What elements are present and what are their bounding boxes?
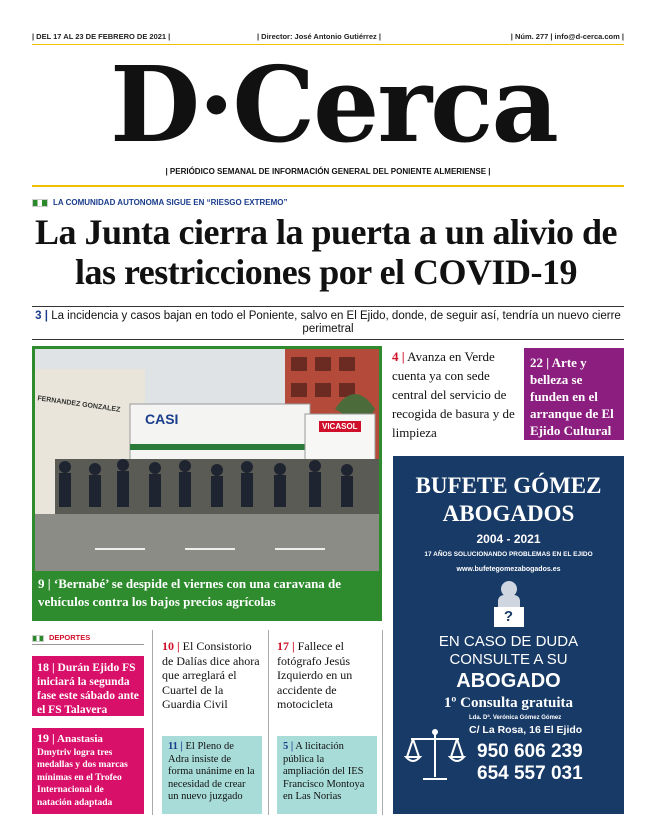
sports-item-anastasia[interactable]: [32, 728, 144, 814]
ad-lawyer-name: Lda. Dª. Verónica Gómez Gómez: [469, 715, 562, 721]
brief-17-text: Fallece el fotógrafo Jesús Izquierdo en un accidente de motocicleta: [277, 639, 353, 711]
column-rule: [268, 630, 269, 815]
ad-slogan: 17 AÑOS SOLUCIONANDO PROBLEMAS EN EL EJIDO: [424, 551, 593, 558]
brief-10-text: El Consistorio de Dalías dice ahora que arreglará el Cuartel de la Guardia Civil: [162, 639, 260, 711]
photo-illustration: [35, 349, 379, 571]
lead-headline[interactable]: La Junta cierra la puerta a un alivio de las restricciones por el COVID-19: [35, 212, 617, 292]
ad-contact-block: [393, 713, 624, 795]
ad-phone-1[interactable]: 950 606 239: [477, 741, 583, 762]
photo-caption-text: ‘Bernabé’ se despide el viernes con una caravana de vehículos contra los bajos precios agrícolas: [38, 576, 342, 609]
lead-kicker-text: LA COMUNIDAD AUTONOMA SIGUE EN “RIESGO EXTREMO”: [53, 198, 288, 207]
section-flag-icon: [32, 635, 44, 642]
issue-number-email: | Núm. 277 | info@d-cerca.com |: [510, 32, 624, 41]
ad-cta-2: CONSULTE A SU: [449, 651, 568, 668]
sports-item-2-text: Dmytriv logra tres medallas y dos marcas mínimas en el Trofeo Internacional de natación adaptada: [37, 747, 128, 808]
brief-10-page-ref: 10 |: [162, 639, 180, 653]
brief-11-page-ref: 11 |: [168, 741, 183, 752]
newspaper-logo: D·Cerca: [110, 43, 557, 166]
brief-dalias-cuartel[interactable]: [162, 639, 262, 712]
sports-item-1-page-ref: 18 |: [37, 660, 55, 674]
photo-caption: [38, 575, 378, 611]
andalusia-flag-icon: [32, 199, 48, 207]
brief-4-text: Avanza en Verde cuenta ya con sede central del servicio de recogida de basura y de limpieza: [392, 349, 515, 440]
brief-ies-licitacion[interactable]: [277, 736, 377, 814]
sports-item-2-lead: Anastasia: [57, 733, 103, 745]
wall-sign: FERNANDEZ GONZALEZ: [36, 395, 121, 414]
brief-4-page-ref: 4 |: [392, 349, 405, 364]
lead-page-ref: 3 |: [35, 310, 48, 322]
lead-kicker: [32, 198, 288, 207]
newspaper-tagline: | PERIÓDICO SEMANAL DE INFORMACIÓN GENERAL DEL PONIENTE ALMERIENSE |: [32, 167, 624, 187]
ad-website[interactable]: www.bufetegomezabogados.es: [456, 566, 561, 573]
ad-cta-3: ABOGADO: [456, 670, 561, 692]
question-sign: ?: [494, 607, 524, 627]
brief-22-page-ref: 22 |: [530, 355, 550, 370]
column-rule: [382, 630, 383, 815]
brief-ejido-cultural[interactable]: [524, 348, 624, 440]
ad-address: C/ La Rosa, 16 El Ejido: [469, 724, 583, 736]
truck-sign-vicasol: VICASOL: [319, 421, 361, 432]
ad-cta-1: EN CASO DE DUDA: [438, 633, 579, 650]
brief-adra-juzgado[interactable]: [162, 736, 262, 814]
protest-trucks-photo: [35, 349, 379, 571]
brief-fallece-fotografo[interactable]: [277, 639, 377, 712]
brief-avanza-en-verde[interactable]: [392, 347, 516, 442]
ad-title-1: BUFETE GÓMEZ: [415, 473, 602, 498]
brief-17-page-ref: 17 |: [277, 639, 295, 653]
ad-years: 2004 - 2021: [476, 532, 541, 546]
sports-section-header: [32, 633, 144, 645]
lead-subheadline: [32, 306, 624, 340]
sports-header-text: DEPORTES: [49, 633, 91, 642]
truck-sign-casi: CASI: [145, 411, 179, 427]
photo-page-ref: 9 |: [38, 576, 51, 591]
brief-11-text: El Pleno de Adra insiste de forma unánime en la necesidad de crear un nuevo juzgado: [168, 741, 255, 802]
brief-5-text: A licitación pública la ampliación del IES Francisco Montoya en Las Norias: [283, 741, 365, 802]
issue-dates: | DEL 17 AL 23 DE FEBRERO DE 2021 |: [32, 32, 171, 41]
sports-item-duran-ejido[interactable]: [32, 656, 144, 716]
scales-of-justice-icon: [403, 727, 467, 785]
ad-title-2: ABOGADOS: [442, 501, 575, 526]
brief-22-text: Arte y belleza se funden en el arranque de El Ejido Cultural: [530, 355, 614, 438]
law-firm-advertisement[interactable]: [393, 456, 624, 814]
sports-item-1-text: Durán Ejido FS iniciará la segunda fase este sábado ante el FS Talavera: [37, 662, 139, 716]
photo-story[interactable]: [32, 346, 382, 621]
ad-free-consultation: 1º Consulta gratuita: [443, 695, 574, 711]
question-figure-icon: [492, 581, 526, 629]
column-rule: [152, 630, 153, 815]
brief-5-page-ref: 5 |: [283, 741, 294, 752]
director-credit: | Director: José Antonio Gutiérrez |: [257, 32, 381, 41]
sports-item-2-page-ref: 19 |: [37, 731, 55, 745]
lead-sub-text: La incidencia y casos bajan en todo el Poniente, salvo en El Ejido, donde, de seguir así, tendría un nuevo cierre perimetral: [51, 310, 621, 335]
ad-phone-2[interactable]: 654 557 031: [477, 763, 583, 784]
